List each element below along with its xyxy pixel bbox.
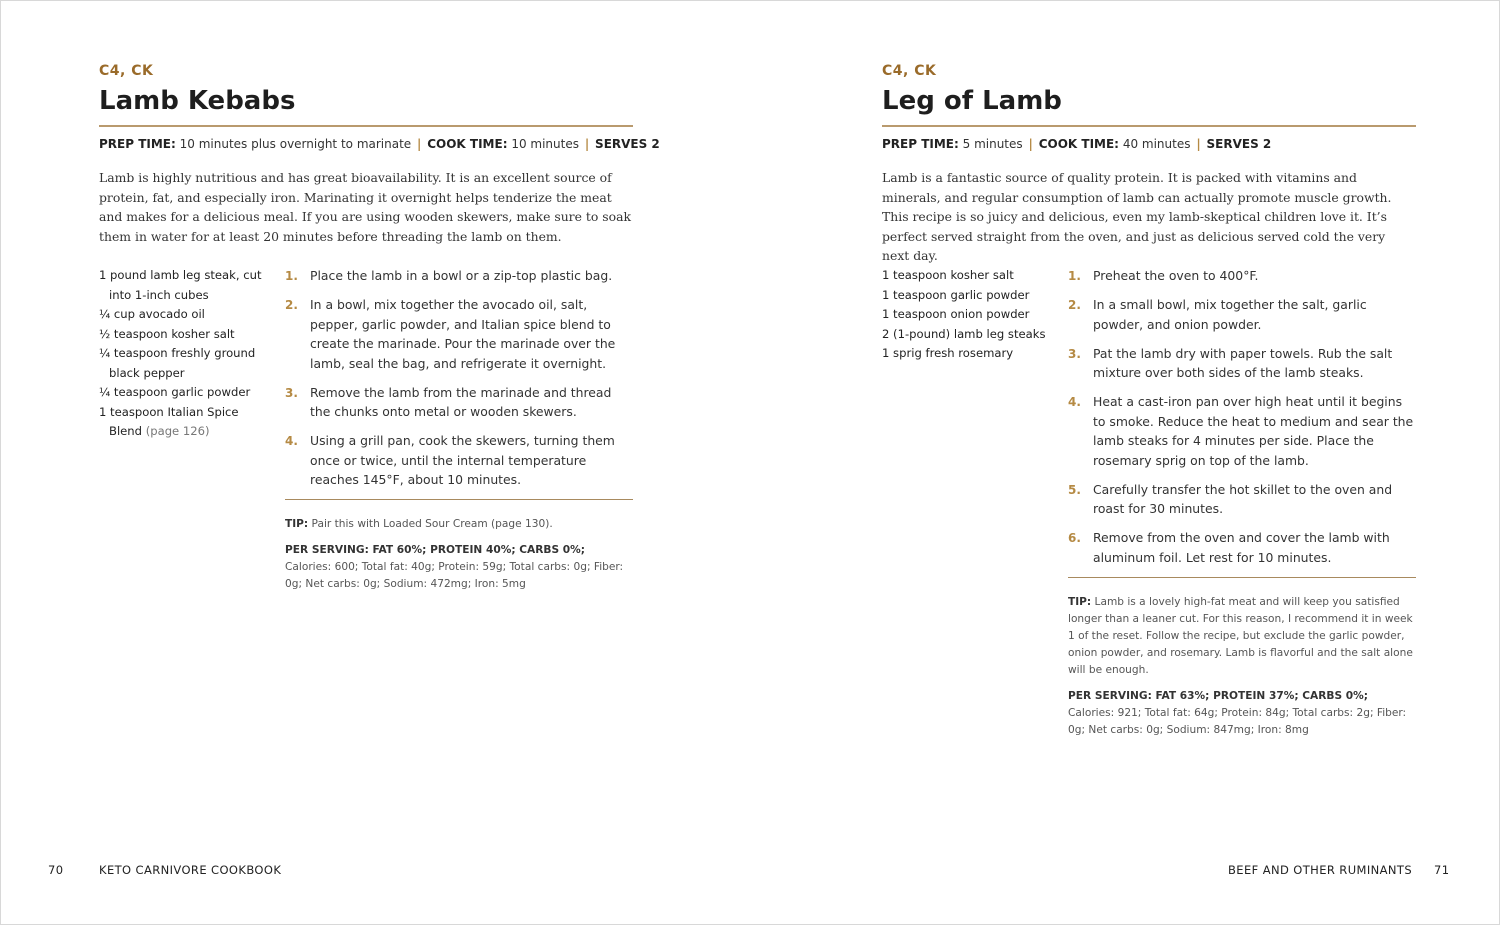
step-number: 3. (285, 385, 298, 400)
recipe-intro: Lamb is highly nutritious and has great bioavailability. It is an excellent source of protein, fat, and especially iron. Marinating it overnight helps tenderize the meat and makes for a delicious meal. If you are using wooden skewers, make sure to soak them in water for at least 20 minutes before threading the lamb on them. (99, 170, 631, 244)
nutrition-label: PER SERVING: FAT 63%; PROTEIN 37%; CARBS 0%; (1068, 689, 1369, 702)
recipe-title: Leg of Lamb (882, 86, 1062, 116)
prep-value: 5 minutes (962, 137, 1023, 151)
step-text: In a small bowl, mix together the salt, garlic powder, and onion powder. (1093, 297, 1367, 332)
step-number: 5. (1068, 482, 1081, 497)
recipe-tag: C4, CK (882, 63, 937, 79)
meta-separator: | (417, 137, 422, 151)
page-number: 71 (1434, 863, 1450, 877)
step-text: Pat the lamb dry with paper towels. Rub the salt mixture over both sides of the lamb steaks. (1093, 345, 1393, 380)
step (285, 431, 633, 490)
step-number: 4. (285, 434, 298, 448)
prep-value: 10 minutes plus overnight to marinate (179, 137, 412, 151)
nutrition-text: Calories: 600; Total fat: 40g; Protein: 59g; Total carbs: 0g; Fiber: 0g; Net carbs: 0g; Sodium: 472mg; Iron: 5mg (285, 561, 624, 590)
step-number: 2. (285, 298, 298, 312)
recipe-intro: Lamb is a fantastic source of quality protein. It is packed with vitamins and minerals, and regular consumption of lamb can actually promote muscle growth. This recipe is so juicy and delicious, even my lamb-skeptical children love it. It’s perfect served straight from the oven, and just as delicious served cold the very next day. (882, 170, 1392, 263)
serves: SERVES 2 (595, 137, 660, 151)
recipe-tip (1068, 594, 1416, 679)
ingredient: ¼ cup avocado oil (99, 307, 205, 321)
ingredient: 2 (1-pound) lamb leg steaks (882, 326, 1046, 341)
step (1068, 392, 1416, 470)
right-page (783, 0, 1500, 925)
meta-separator: | (1028, 137, 1033, 151)
nutrition-info (285, 542, 633, 593)
recipe-tag: C4, CK (99, 63, 154, 79)
step (1068, 480, 1416, 519)
step-number: 2. (1068, 298, 1081, 312)
tip-label: TIP: (1068, 595, 1092, 608)
step-text: Carefully transfer the hot skillet to the oven and roast for 30 minutes. (1093, 481, 1393, 516)
tip-rule (285, 499, 633, 500)
ingredient: ¼ teaspoon freshly ground black pepper (99, 346, 256, 380)
step (285, 266, 633, 286)
book-title: KETO CARNIVORE COOKBOOK (99, 863, 282, 877)
ingredient: 1 teaspoon onion powder (882, 307, 1030, 321)
cook-label: COOK TIME: (1038, 137, 1119, 151)
title-rule (882, 125, 1416, 127)
step-number: 3. (1068, 346, 1081, 361)
ingredient: 1 pound lamb leg steak, cut into 1-inch cubes (99, 268, 262, 302)
nutrition-label: PER SERVING: FAT 60%; PROTEIN 40%; CARBS 0%; (285, 544, 586, 556)
step (1068, 295, 1416, 334)
step-number: 4. (1068, 395, 1081, 409)
step-list (285, 266, 633, 593)
step-text: Preheat the oven to 400°F. (1093, 268, 1259, 283)
prep-label: PREP TIME: (882, 137, 959, 151)
cook-value: 10 minutes (511, 137, 579, 151)
step-text: Remove from the oven and cover the lamb with aluminum foil. Let rest for 10 minutes. (1093, 530, 1390, 565)
prep-label: PREP TIME: (99, 137, 176, 151)
step (285, 295, 633, 373)
step (1068, 266, 1416, 286)
page-number: 70 (48, 863, 64, 877)
step-number: 1. (285, 269, 298, 283)
cook-label: COOK TIME: (427, 137, 508, 151)
nutrition-text: Calories: 921; Total fat: 64g; Protein: 84g; Total carbs: 2g; Fiber: 0g; Net carbs: 0g; Sodium: 847mg; Iron: 8mg (1068, 706, 1407, 736)
ingredient (99, 403, 274, 442)
ingredient: 1 sprig fresh rosemary (882, 346, 1014, 360)
tip-text: Pair this with Loaded Sour Cream (page 130). (311, 518, 553, 530)
ingredient-list (99, 266, 274, 442)
step (1068, 344, 1416, 383)
ingredient: ¼ teaspoon garlic powder (99, 385, 251, 399)
ingredient-list (882, 266, 1057, 364)
ingredient-text: 1 teaspoon Italian Spice Blend (99, 404, 239, 438)
tip-label: TIP: (285, 518, 309, 530)
step (1068, 528, 1416, 567)
step-text: Heat a cast-iron pan over high heat until it begins to smoke. Reduce the heat to medium and sear the lamb steaks for 4 minutes per side. Place the rosemary sprig on top of the lamb. (1093, 394, 1414, 468)
recipe-meta (99, 137, 660, 151)
step (285, 383, 633, 422)
cook-value: 40 minutes (1122, 137, 1191, 151)
step-list (1068, 266, 1416, 739)
step-text: In a bowl, mix together the avocado oil, salt, pepper, garlic powder, and Italian spice blend to create the marinade. Pour the marinade over the lamb, seal the bag, and refrigerate it overnight. (310, 297, 616, 371)
ingredient: 1 teaspoon kosher salt (882, 268, 1014, 282)
serves: SERVES 2 (1206, 137, 1272, 151)
step-number: 1. (1068, 269, 1081, 283)
recipe-meta (882, 137, 1271, 151)
recipe-tip (285, 516, 633, 533)
nutrition-info (1068, 688, 1416, 739)
tip-text: Lamb is a lovely high-fat meat and will keep you satisfied longer than a leaner cut. For this reason, I recommend it in week 1 of the reset. Follow the recipe, but exclude the garlic powder, onion powder, and rosemary. Lamb is flavorful and the salt alone will be enough. (1068, 595, 1413, 676)
ingredient: ½ teaspoon kosher salt (99, 326, 235, 341)
recipe-title: Lamb Kebabs (99, 86, 296, 116)
step-text: Using a grill pan, cook the skewers, turning them once or twice, until the internal temperature reaches 145°F, about 10 minutes. (310, 433, 615, 487)
step-text: Place the lamb in a bowl or a zip-top plastic bag. (310, 268, 613, 283)
meta-separator: | (1196, 137, 1201, 151)
page-reference: (page 126) (145, 424, 210, 438)
step-number: 6. (1068, 531, 1081, 545)
meta-separator: | (584, 137, 590, 151)
ingredient: 1 teaspoon garlic powder (882, 287, 1030, 302)
tip-rule (1068, 577, 1416, 578)
section-title: BEEF AND OTHER RUMINANTS (1228, 863, 1413, 877)
title-rule (99, 125, 633, 127)
step-text: Remove the lamb from the marinade and thread the chunks onto metal or wooden skewers. (310, 384, 612, 419)
